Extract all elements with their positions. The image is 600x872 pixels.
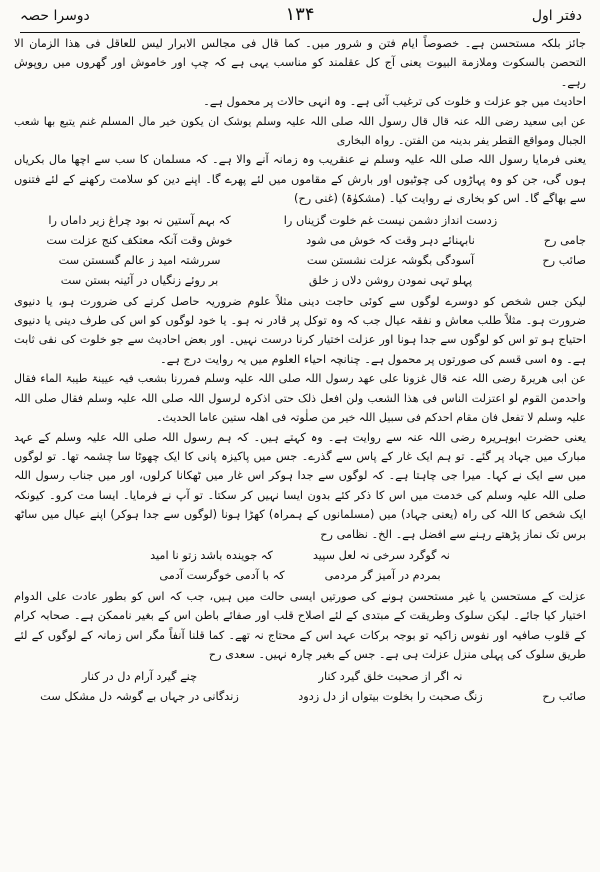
couplet-group (14, 211, 586, 290)
couplet (14, 211, 586, 230)
page-body (14, 34, 586, 706)
couplet (14, 667, 586, 686)
poet-name: صائب رح (542, 689, 586, 703)
verse-line: نہ اگر از صحبت خلق گیرد کنار (318, 669, 463, 683)
verse-line: آسودگی بگوشہ عزلت نشستن ست (306, 253, 475, 267)
couplet-group (14, 546, 586, 585)
couplet (14, 271, 586, 290)
verse-line: زنگ صحبت را بخلوت بیتواں از دل زدود (298, 689, 483, 703)
hadith-arabic: عن ابی ھریرۃ رضی اللہ عنہ قال غزونا علی عھد رسول اللہ صلی اللہ علیہ وسلم فمررنا بشعب فیہ عیینۃ طیبۃ الماء فقال واحدمن القوم لو اعتزلت الناس فی ھذا الشعب ولن افعل ذلک حتی اذکرہ لرسول اللہ صلی اللہ علیہ وسلم فقال صلی اللہ علیہ وسلم لا تفعل فان مقام احدکم فی سبیل اللہ خیر من صلٰوتہ فی اھلہ ستین عاما الحدیث۔ (14, 372, 586, 425)
poet-name: جامی رح (543, 233, 586, 247)
section-title: دفتر اول (531, 8, 582, 24)
verse-line: چنے گیرد آرام دل در کنار (81, 669, 198, 683)
couplet (14, 251, 586, 270)
verse-line: سررشتہ امید ز عالم گسستن ست (58, 253, 221, 267)
couplet (14, 566, 586, 585)
couplet-group (14, 667, 586, 706)
page-number: ۱۳۴ (285, 4, 315, 25)
verse-line: بر روئے زنگیاں در آئینہ بستن ست (60, 273, 219, 287)
paragraph: لیکن جس شخص کو دوسرے لوگوں سے کوئی حاجت دینی مثلاً علوم ضروریہ حاصل کرنے کی ضرورت ہو، یا دنیوی ضرورت ہو۔ مثلاً طلب معاش و نفقہ عیال جب کہ وہ توکل پر قادر نہ ہو۔ یا خود لوگوں کو اس کی طرف دینی یا دنیوی احتیاج ہو تو اس کو لوگوں سے جدا ہونا اور عزلت اختیار کرنا درست نہیں۔ اور بعض احادیث سے جو خلوت کی نفی ثابت ہے۔ وہ اسی قسم کی صورتوں پر محمول ہے۔ چنانچہ احیاء العلوم میں یہ روایت درج ہے۔ (14, 294, 586, 366)
verse-line: کہ جوینده باشد زتو نا امید (150, 548, 273, 562)
verse-line: کہ بہم آستین نہ بود چراغ زیر داماں را (48, 213, 231, 227)
verse-line: نابہنائے دہر وقت کہ خوش می شود (306, 233, 475, 247)
couplet (14, 687, 586, 706)
paragraph: عزلت کے مستحسن یا غیر مستحسن ہونے کی صورتیں ایسی حالت میں ہیں، جب کہ اس کو بطور عادت علی الدوام اختیار کیا جائے۔ لیکن سلوک وطریقت کے مبتدی کے لئے اصلاح قلب اور صفائے باطن اس کے بغیر ناممکن ہے۔ صحابہ کرام کے قلوب صافیہ اور نفوس زاکیہ تو بوجہ برکات عہد اس کے محتاج نہ تھے۔ کما قلنا آنفاً مگر اس زمانہ کے لوگوں کے لئے طریق سلوک کی پہلی منزل عزلت ہی ہے۔ جس کے بغیر چارہ نہیں۔ سعدی رح (14, 589, 586, 662)
verse-line: خوش وقت آنکہ معتکف کنج عزلت ست (46, 233, 233, 247)
part-title: دوسرا حصہ (20, 8, 90, 24)
hadith-arabic: عن ابی سعید رضی اللہ عنہ قال قال رسول اللہ صلی اللہ علیہ وسلم یوشک ان یکون خیر مال المسلم غنم یتبع بھا شعب الجبال ومواقع القطر یفر بدینہ من الفتن۔ رواہ البخاری (14, 114, 586, 148)
paragraph: یعنی حضرت ابوہریرہ رضی اللہ عنہ سے روایت ہے۔ وہ کہتے ہیں۔ کہ ہم رسول اللہ صلی اللہ علیہ وسلم کے عہد مبارک میں جہاد پر گئے۔ تو ہم ایک غار کے پاس سے گذرے۔ جس میں پاکیزہ پانی کا ایک چھوٹا سا چشمہ تھا۔ تو لوگوں میں سے ایک نے کہا۔ میرا جی چاہتا ہے۔ کہ لوگوں سے جدا ہوکر اس غار میں ٹھکانا کرلوں، اور میں جناب رسول اللہ صلی اللہ علیہ وسلم کی خدمت میں اس کا ذکر کئے بدون ایسا نہیں کر سکتا۔ تو آپ نے فرمایا۔ ایسا مت کرو۔ کیونکہ ایک شخص کا اللہ کی راہ (یعنی جہاد) میں (مسلمانوں کے ہمراہ) کھڑا ہونا (لوگوں سے جدا ہوکر) اپنے عیال میں ساٹھ برس تک نماز پڑھتے رہنے سے افضل ہے۔ الخ۔ نظامی رح (14, 430, 586, 541)
paragraph: احادیث میں جو عزلت و خلوت کی ترغیب آئی ہے۔ وہ انہی حالات پر محمول ہے۔ (203, 95, 586, 109)
verse-line: بمردم در آمیز گر مردمی (324, 568, 441, 582)
verse-line: پہلو تہی نمودن روشن دلاں ز خلق (308, 273, 473, 287)
header-rule (20, 32, 580, 33)
verse-line: زدست انداز دشمن نیست غم خلوت گزیناں را (283, 213, 498, 227)
poet-name: صائب رح (542, 253, 586, 267)
verse-line: نہ گوگرد سرخی نہ لعل سپید (312, 548, 450, 562)
paragraph: جائز بلکہ مستحسن ہے۔ خصوصاً ایام فتن و شرور میں۔ کما قال فی مجالس الابرار لیس للعاقل فی هذا الزمان الا التحصن بالسکوت وملازمة البیوت یعنی آج کل عقلمند کو مناسب یہی ہے کہ چپ اور خاموش اور گھروں میں روپوش رہے۔ (14, 37, 586, 89)
verse-line: زندگانی در جہاں بے گوشہ دل مشکل ست (40, 689, 239, 703)
couplet (14, 231, 586, 250)
paragraph: یعنی فرمایا رسول اللہ صلی اللہ علیہ وسلم نے عنقریب وہ زمانہ آنے والا ہے۔ کہ مسلمان کا سب سے اچھا مال بکریاں ہوں گی، جن کو وہ پہاڑوں کی چوٹیوں اور بارش کے مقاموں میں لئے پھرے گا۔ اپنے دین کو سلامت رکھنے کے لئے فتنوں سے بھاگے گا۔ اس کو بخاری نے روایت کیا۔ (مشکوٰۃ) (غنی رح) (14, 153, 586, 206)
page-header (14, 4, 586, 34)
verse-line: کہ با آدمی خوگرست آدمی (159, 568, 285, 582)
couplet (14, 546, 586, 565)
